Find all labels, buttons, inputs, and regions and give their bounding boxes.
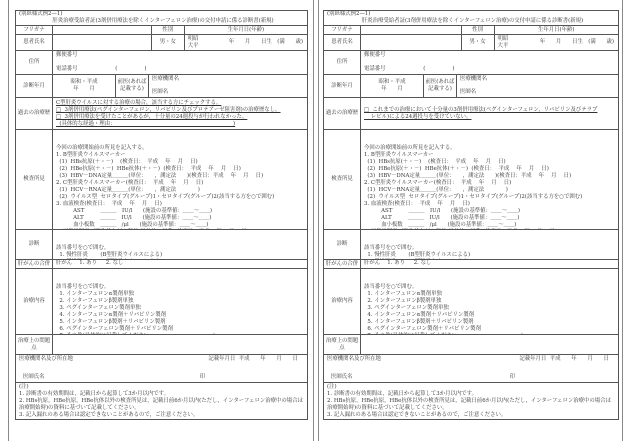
previous-doctor-label: 前医(あれば記載する) xyxy=(424,75,457,97)
problems-field[interactable] xyxy=(53,335,307,354)
note-item: 2. HBs抗原，HBe抗原，HBe抗体以外の検査所見は，記載日前6か月以内(ただし，インターフェロン治療中の場合は治療開始時)の資料に基づいて記載してください。 xyxy=(327,398,611,411)
era-bottom: 大平 xyxy=(187,42,199,49)
exam-line: 3. 血液検査(検査日： 平成 年 月 日) xyxy=(56,201,162,207)
doctor-label: 医師氏名 xyxy=(331,374,353,380)
birth-date-field[interactable] xyxy=(495,35,618,50)
record-date: 記載年月日 平成 年 月 日 xyxy=(519,356,609,362)
exam-line: ALT ＿＿＿ IU/l (施設の基準値：＿＿～＿＿) xyxy=(56,215,212,221)
institution-label: 医療機関名及び所在地 xyxy=(19,356,73,362)
note-item: 2. HBs抗原，HBe抗原，HBe抗体以外の検査所見は，記載日前6か月以内(ただし，インターフェロン治療中の場合は治療開始時)の資料に基づいて記載してください。 xyxy=(19,398,303,411)
seal-label: 印 xyxy=(509,374,515,380)
treatment-line: 5. インターフェロンβ製剤＋リバビリン製剤 xyxy=(56,319,166,325)
treatment-line: 4. インターフェロンα製剤＋リバビリン製剤 xyxy=(56,312,167,318)
furigana-field[interactable] xyxy=(361,26,462,34)
previous-institution-field[interactable] xyxy=(149,75,307,97)
diagnosis-label: 診断 xyxy=(324,230,361,259)
treatment-line: 2. インターフェロンβ製剤単独 xyxy=(364,298,442,304)
exam-line: 今回の治療開始前の所見を記入する。 xyxy=(364,145,456,151)
exam-line: (2) HBe抗原(＋・－) HBe抗体(＋・－) (検査日： 平成 年 月 日) xyxy=(56,166,241,172)
exam-line: 1. B型肝炎ウイルスマーカー xyxy=(364,152,434,158)
treatment-line: 5. インターフェロンβ製剤＋リバビリン製剤 xyxy=(364,319,474,325)
birth-value: 年 月 日生 (満 歳) xyxy=(228,39,303,45)
exam-line: (2) ウイルス型 セロタイプ(グループ)1・セロタイプ(グループ)2(該当する方を○で囲む) xyxy=(56,194,275,200)
address-label: 住所 xyxy=(324,51,361,74)
treatment-line: 該当番号を○で囲む。 xyxy=(364,284,418,290)
diagnosis-date-field[interactable] xyxy=(53,75,116,97)
era-top: 明昭 xyxy=(497,35,509,42)
exam-line: 1. B型肝炎ウイルスマーカー xyxy=(56,152,126,158)
doctor-name-label: 医師名 xyxy=(152,89,169,95)
exam-line: 今回の治療開始前の所見を記入する。 xyxy=(56,145,148,151)
notes-block xyxy=(16,382,307,419)
diagnosis-field[interactable] xyxy=(53,230,307,259)
form-number: (別紙様式例2—1) xyxy=(19,11,63,17)
phone-label: 電話番号 ( ) xyxy=(56,66,147,72)
diagnosis-line: 1. 慢性肝炎 (B型肝炎ウイルスによる) xyxy=(364,252,471,258)
exam-findings-label: 検査所見 xyxy=(324,130,361,229)
form-title: 肝炎治療受給者証(3剤併用療法を除くインターフェロン治療)の交付申請に係る診断書(新規) xyxy=(52,18,274,24)
exam-findings-field[interactable] xyxy=(53,130,307,229)
birth-label: 生年月日(年齢) xyxy=(227,26,265,33)
page-edge xyxy=(8,0,9,441)
exam-line: ALT ＿＿＿ IU/l (施設の基準値：＿＿～＿＿) xyxy=(364,215,520,221)
furigana-field[interactable] xyxy=(53,26,152,34)
address-label: 住所 xyxy=(16,51,53,74)
previous-institution-field[interactable] xyxy=(457,75,618,97)
exam-line: AST ＿＿＿ IU/l (施設の基準値：＿＿～＿＿) xyxy=(364,208,520,214)
doctor-label: 医師氏名 xyxy=(23,374,45,380)
liver-cancer-value: 肝がん 1. あり 2. なし xyxy=(364,260,432,266)
diagnosis-line: 1. 慢性肝炎 (B型肝炎ウイルスによる) xyxy=(56,252,163,258)
diagnosis-year-month: 年 月 xyxy=(73,86,95,92)
exam-line: 2. C型肝炎ウイルスマーカー(検査日： 平成 年 月 日) xyxy=(56,180,204,186)
birth-label: 生年月日(年齢) xyxy=(537,26,575,33)
phone-label: 電話番号 ( ) xyxy=(364,66,455,72)
page-edge xyxy=(313,0,314,441)
treatment-line: 3. ペグインターフェロン製剤単独 xyxy=(56,305,141,311)
liver-cancer-label: 肝がんの合併 xyxy=(324,260,361,268)
birth-value: 年 月 日生 (満 歳) xyxy=(539,39,614,45)
past-treatment-line: □ 3剤併用療法(ペグインターフェロン，リバビリン及びプロテアーゼ阻害剤)の治療歴なし。 xyxy=(56,106,281,113)
past-treatment-line: レビル)による24週投与を受けていない。 xyxy=(364,113,472,120)
exam-line: (3) HBV－DNA定量＿＿＿(単位： ，測定法 )(検査日：平成 年 月 日) xyxy=(364,173,572,179)
exam-line: (3) HBV－DNA定量＿＿＿(単位： ，測定法 )(検査日：平成 年 月 日) xyxy=(56,173,264,179)
treatment-line xyxy=(56,333,304,334)
form-title: 肝炎治療受給者証(3剤併用療法を除くインターフェロン治療)の交付申請に係る診断書(新規) xyxy=(361,18,584,24)
past-treatment-line: C型肝炎ウイルスに対する治療の場合，該当する方にチェックする。 xyxy=(56,99,222,106)
diagnosis-era: 昭和・平成 xyxy=(70,79,98,85)
doctor-name-label: 医師名 xyxy=(460,89,477,95)
past-treatment-line: (具体的な経過・理由： ) xyxy=(56,120,236,127)
treatment-field[interactable] xyxy=(361,269,618,334)
sex-label: 性別 xyxy=(462,26,495,34)
page-edge xyxy=(318,0,319,441)
note-item: 3. 記入漏れのある場合は認定できないことがあるので，ご注意ください。 xyxy=(327,412,507,418)
treatment-line xyxy=(364,333,615,334)
exam-line: 3. 血液検査(検査日： 平成 年 月 日) xyxy=(364,201,470,207)
era-bottom: 大平 xyxy=(497,42,509,49)
exam-findings-field[interactable] xyxy=(361,130,618,229)
note-item: 1. 診断書の有効期間は，記載日から起算して3か月以内です。 xyxy=(19,391,170,397)
treatment-line: 1. インターフェロンα製剤単独 xyxy=(364,291,442,297)
form-header xyxy=(16,11,307,25)
diagnosis-era: 昭和・平成 xyxy=(378,79,406,85)
sex-label: 性別 xyxy=(152,26,185,34)
treatment-line: 6. ペグインターフェロン製剤＋リバビリン製剤 xyxy=(56,326,173,332)
diagnosis-date-field[interactable] xyxy=(361,75,424,97)
medical-certificate-form xyxy=(15,10,308,420)
diagnosis-date-label: 診断年月 xyxy=(16,75,53,97)
medical-certificate-form xyxy=(323,10,619,420)
past-treatment-label: 過去の治療歴 xyxy=(324,98,361,129)
diagnosis-label: 診断 xyxy=(16,230,53,259)
exam-line: (2) HBe抗原(＋・－) HBe抗体(＋・－) (検査日： 平成 年 月 日) xyxy=(364,166,549,172)
problems-field[interactable] xyxy=(361,335,618,354)
exam-line: AST ＿＿＿ IU/l (施設の基準値：＿＿～＿＿) xyxy=(56,208,212,214)
past-treatment-field[interactable] xyxy=(361,98,618,129)
exam-line: (1) HBs抗原(＋・－) (検査日： 平成 年 月 日) xyxy=(364,159,506,165)
past-treatment-line: □ 3剤併用療法を受けたことがあるが，十分量の24週投与が行われなかった。 xyxy=(56,113,248,120)
treatment-label: 治療内容 xyxy=(16,269,53,334)
treatment-line: 6. ペグインターフェロン製剤＋リバビリン製剤 xyxy=(364,326,481,332)
address-field[interactable] xyxy=(53,51,307,74)
institution-name-label: 医療機関名 xyxy=(152,76,179,82)
form-header xyxy=(324,11,618,25)
problems-label: 治療上の問題点 xyxy=(16,335,53,354)
institution-name-label: 医療機関名 xyxy=(460,76,487,82)
sex-value: 男・女 xyxy=(152,35,185,50)
era-top: 明昭 xyxy=(187,35,199,42)
diagnosis-year-month: 年 月 xyxy=(381,86,403,92)
note-item: 1. 診断書の有効期間は，記載日から起算して3か月以内です。 xyxy=(327,391,478,397)
problems-label: 治療上の問題点 xyxy=(324,335,361,354)
diagnosis-line: 該当番号を○で囲む。 xyxy=(56,245,110,251)
liver-cancer-value: 肝がん 1. あり 2. なし xyxy=(56,260,124,266)
era-options xyxy=(495,36,520,50)
exam-line: 血小板数 ＿＿＿ /μl (施設の基準値：＿＿～＿＿) xyxy=(364,222,517,228)
diagnosis-field[interactable] xyxy=(361,230,618,259)
furigana-label: フリガナ xyxy=(16,26,53,34)
institution-block[interactable] xyxy=(324,354,618,382)
past-treatment-label: 過去の治療歴 xyxy=(16,98,53,129)
exam-line: (1) HCV－RNA定量＿＿＿(単位： ，測定法 ) xyxy=(364,187,508,193)
institution-block[interactable] xyxy=(16,354,307,382)
note-item: 3. 記入漏れのある場合は認定できないことがあるので，ご注意ください。 xyxy=(19,412,199,418)
name-field[interactable] xyxy=(53,35,152,50)
treatment-line: 4. インターフェロンα製剤＋リバビリン製剤 xyxy=(364,312,475,318)
treatment-line: 該当番号を○で囲む。 xyxy=(56,284,110,290)
exam-line: (1) HBs抗原(＋・－) (検査日： 平成 年 月 日) xyxy=(56,159,198,165)
treatment-line: 1. インターフェロンα製剤単独 xyxy=(56,291,134,297)
treatment-line: 2. インターフェロンβ製剤単独 xyxy=(56,298,134,304)
postal-code-label: 郵便番号 xyxy=(56,52,78,58)
era-options xyxy=(185,36,210,50)
exam-findings-label: 検査所見 xyxy=(16,130,53,229)
past-treatment-field[interactable] xyxy=(53,98,307,129)
exam-line: 2. C型肝炎ウイルスマーカー(検査日： 平成 年 月 日) xyxy=(364,180,512,186)
treatment-field[interactable] xyxy=(53,269,307,334)
exam-line: 血小板数 ＿＿＿ /μl (施設の基準値：＿＿～＿＿) xyxy=(56,222,209,228)
name-field[interactable] xyxy=(361,35,462,50)
birth-date-field[interactable] xyxy=(185,35,307,50)
past-treatment-line: □ これまでの治療において十分量の3剤併用療法(ペグインターフェロン，リバビリン及びテラプ xyxy=(364,106,598,113)
sex-value: 男・女 xyxy=(462,35,495,50)
institution-label: 医療機関名及び所在地 xyxy=(327,356,381,362)
address-field[interactable] xyxy=(361,51,618,74)
name-label: 患者氏名 xyxy=(324,35,361,50)
form-number: (別紙様式例2—1) xyxy=(327,11,371,17)
page-edge xyxy=(622,0,623,441)
record-date: 記載年月日 平成 年 月 日 xyxy=(208,356,298,362)
notes-label: (注) xyxy=(327,384,337,390)
notes-label: (注) xyxy=(19,384,29,390)
liver-cancer-label: 肝がんの合併 xyxy=(16,260,53,268)
diagnosis-date-label: 診断年月 xyxy=(324,75,361,97)
exam-line: (2) ウイルス型 セロタイプ(グループ)1・セロタイプ(グループ)2(該当する方を○で囲む) xyxy=(364,194,583,200)
seal-label: 印 xyxy=(199,374,206,380)
previous-doctor-label: 前医(あれば記載する) xyxy=(116,75,149,97)
treatment-line: 3. ペグインターフェロン製剤単独 xyxy=(364,305,449,311)
name-label: 患者氏名 xyxy=(16,35,53,50)
exam-line: (1) HCV－RNA定量＿＿＿(単位： ，測定法 ) xyxy=(56,187,200,193)
furigana-label: フリガナ xyxy=(324,26,361,34)
notes-block xyxy=(324,382,618,419)
diagnosis-line: 該当番号を○で囲む。 xyxy=(364,245,418,251)
treatment-label: 治療内容 xyxy=(324,269,361,334)
postal-code-label: 郵便番号 xyxy=(364,52,386,58)
